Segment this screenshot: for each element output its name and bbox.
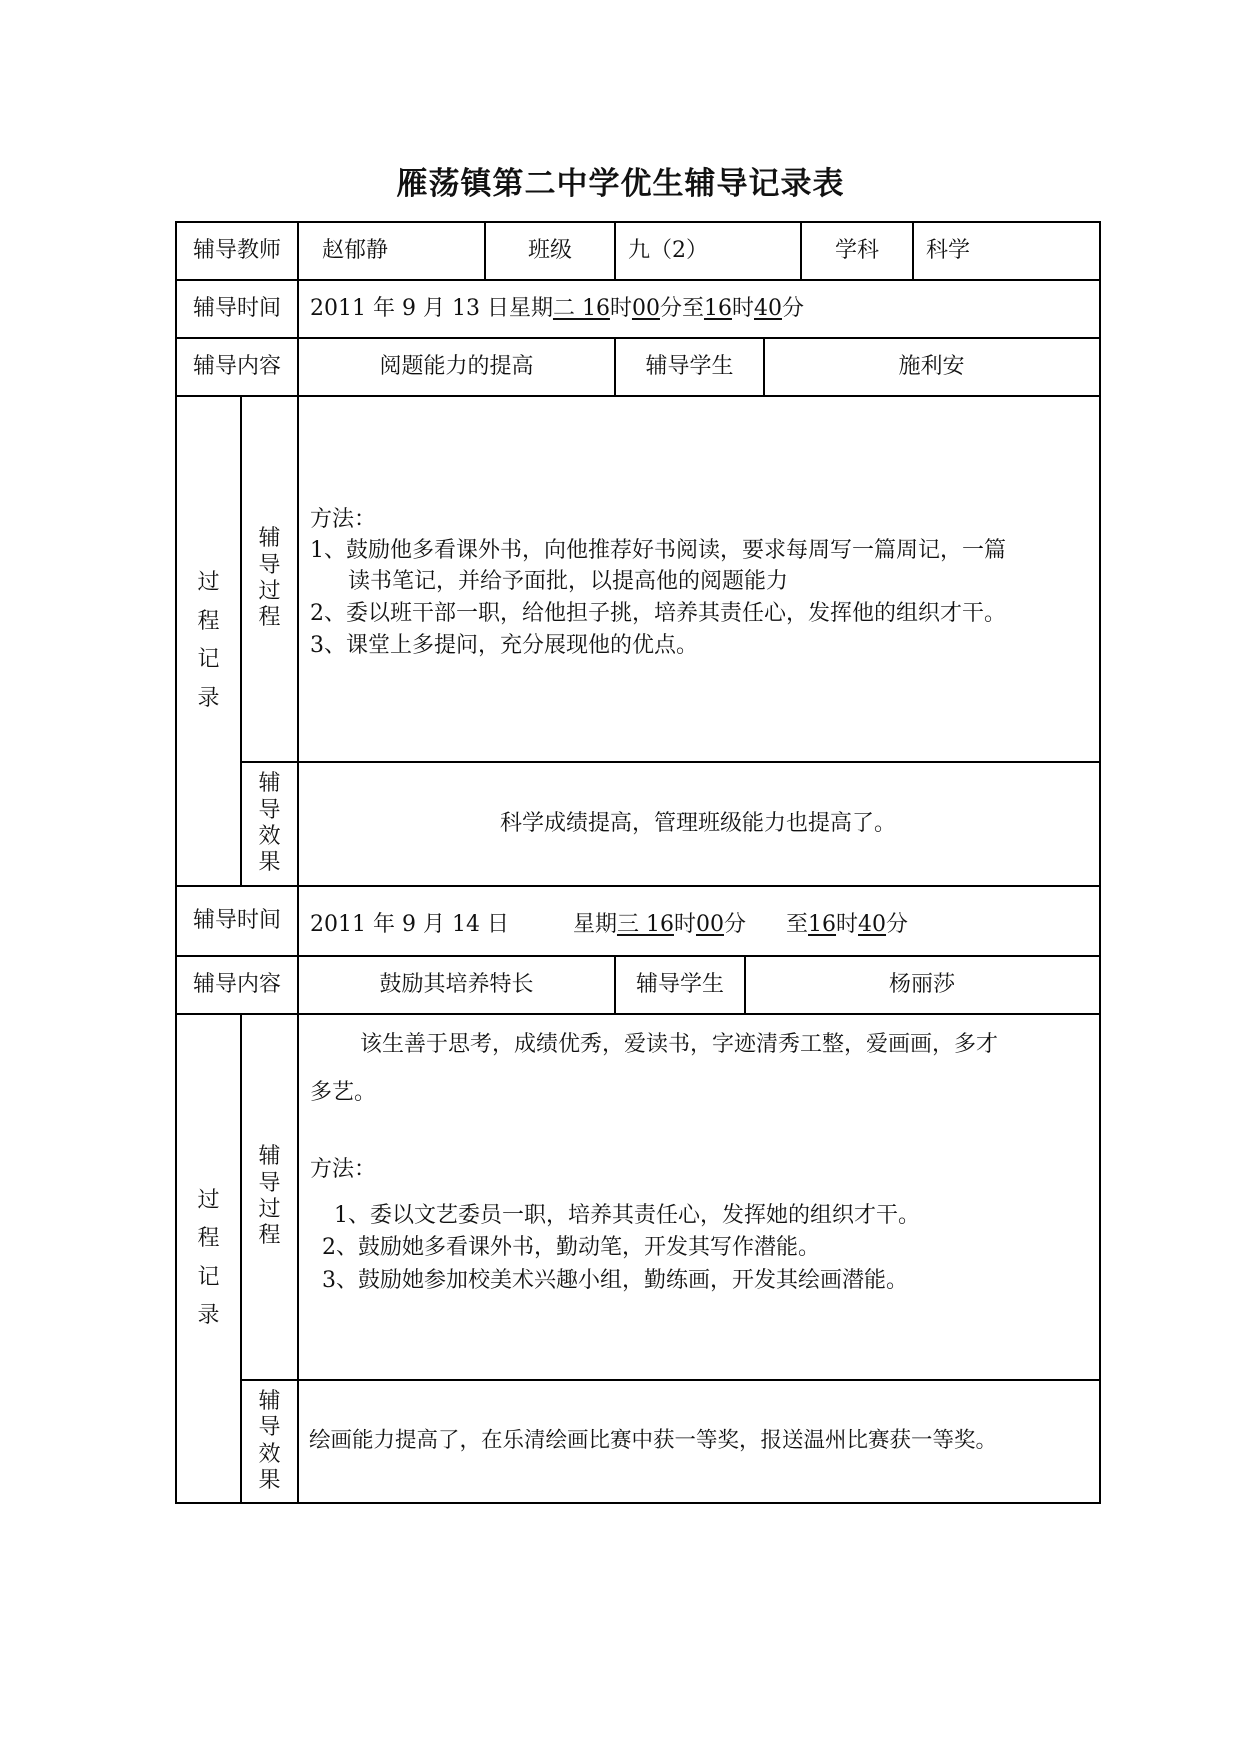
time-weekday-1: 二 16	[552, 296, 610, 322]
time-minute-2: 00	[695, 912, 724, 938]
time-to-1: 分至	[659, 296, 704, 322]
process-line-1-3: 2、委以班干部一职，给他担子挑，培养其责任心，发挥他的组织才干。	[310, 601, 1006, 626]
effect-label-1: 辅 导 效 果	[258, 771, 281, 876]
intro-line-2-2: 多艺。	[310, 1080, 377, 1105]
time-min-suffix-2: 分	[723, 912, 746, 938]
time-hour2-suffix-1: 时	[731, 296, 754, 322]
intro-line-2-1: 该生善于思考，成绩优秀，爱读书，字迹清秀工整，爱画画，多才	[360, 1032, 999, 1057]
process-line-2-2: 2、鼓励她多看课外书，勤动笔，开发其写作潜能。	[322, 1235, 820, 1260]
student-name-2: 杨丽莎	[888, 972, 955, 998]
process-line-1-1: 1、鼓励他多看课外书，向他推荐好书阅读，要求每周写一篇周记，一篇	[310, 538, 1006, 563]
time-to-2: 至	[786, 912, 809, 938]
time-hour2-suffix-2: 时	[836, 912, 859, 938]
effect-text-1: 科学成绩提高，管理班级能力也提高了。	[499, 811, 896, 837]
teacher-label: 辅导教师	[192, 238, 281, 264]
content-label-2: 辅导内容	[192, 972, 281, 998]
time-minute-1: 00	[631, 296, 660, 322]
process-line-2-3: 3、鼓励她参加校美术兴趣小组，勤练画，开发其绘画潜能。	[322, 1268, 908, 1293]
content-value-1: 阅题能力的提高	[379, 354, 534, 380]
teacher-name: 赵郁静	[322, 238, 389, 264]
effect-text-2: 绘画能力提高了，在乐清绘画比赛中获一等奖，报送温州比赛获一等奖。	[309, 1428, 998, 1454]
time-weekday-2: 三 16	[616, 912, 674, 938]
time-value-2	[299, 887, 1097, 955]
time-hour-suffix-2: 时	[673, 912, 696, 938]
time-label-2: 辅导时间	[192, 908, 281, 934]
time-week-prefix-2: 星期	[572, 912, 617, 938]
time-date-2: 2011 年 9 月 14 日	[310, 912, 509, 938]
process-section-label-1: 过 程 记 录	[197, 570, 220, 711]
time-hour-suffix-1: 时	[609, 296, 632, 322]
time-tail-2: 分	[886, 912, 909, 938]
process-line-1-2: 读书笔记，并给予面批，以提高他的阅题能力	[348, 569, 789, 594]
subject-label: 学科	[834, 238, 879, 264]
time-label-1: 辅导时间	[192, 296, 281, 322]
time-value-1	[299, 281, 1097, 337]
content-label-1: 辅导内容	[192, 354, 281, 380]
class-label: 班级	[527, 238, 572, 264]
method-title-1: 方法：	[310, 507, 377, 532]
effect-label-2: 辅 导 效 果	[258, 1388, 281, 1493]
subject-value: 科学	[926, 238, 971, 264]
content-value-2: 鼓励其培养特长	[379, 972, 534, 998]
process-label-1: 辅 导 过 程	[258, 526, 281, 631]
time-end-hour-1: 16	[703, 296, 732, 322]
page-title: 雁荡镇第二中学优生辅导记录表	[396, 166, 845, 202]
process-line-1-4: 3、课堂上多提问，充分展现他的优点。	[310, 633, 698, 658]
time-end-hour-2: 16	[808, 912, 837, 938]
process-label-2: 辅 导 过 程	[258, 1144, 281, 1249]
time-date-1: 2011 年 9 月 13 日星期	[310, 296, 553, 322]
time-tail-1: 分	[782, 296, 805, 322]
time-end-minute-2: 40	[858, 912, 887, 938]
class-value: 九（2）	[628, 238, 708, 264]
student-label-1: 辅导学生	[645, 354, 734, 380]
student-label-2: 辅导学生	[635, 972, 724, 998]
time-end-minute-1: 40	[754, 296, 782, 322]
student-name-1: 施利安	[898, 354, 965, 380]
process-section-label-2: 过 程 记 录	[197, 1187, 220, 1328]
process-line-2-1: 1、委以文艺委员一职，培养其责任心，发挥她的组织才干。	[334, 1203, 920, 1228]
method-title-2: 方法：	[310, 1157, 377, 1182]
